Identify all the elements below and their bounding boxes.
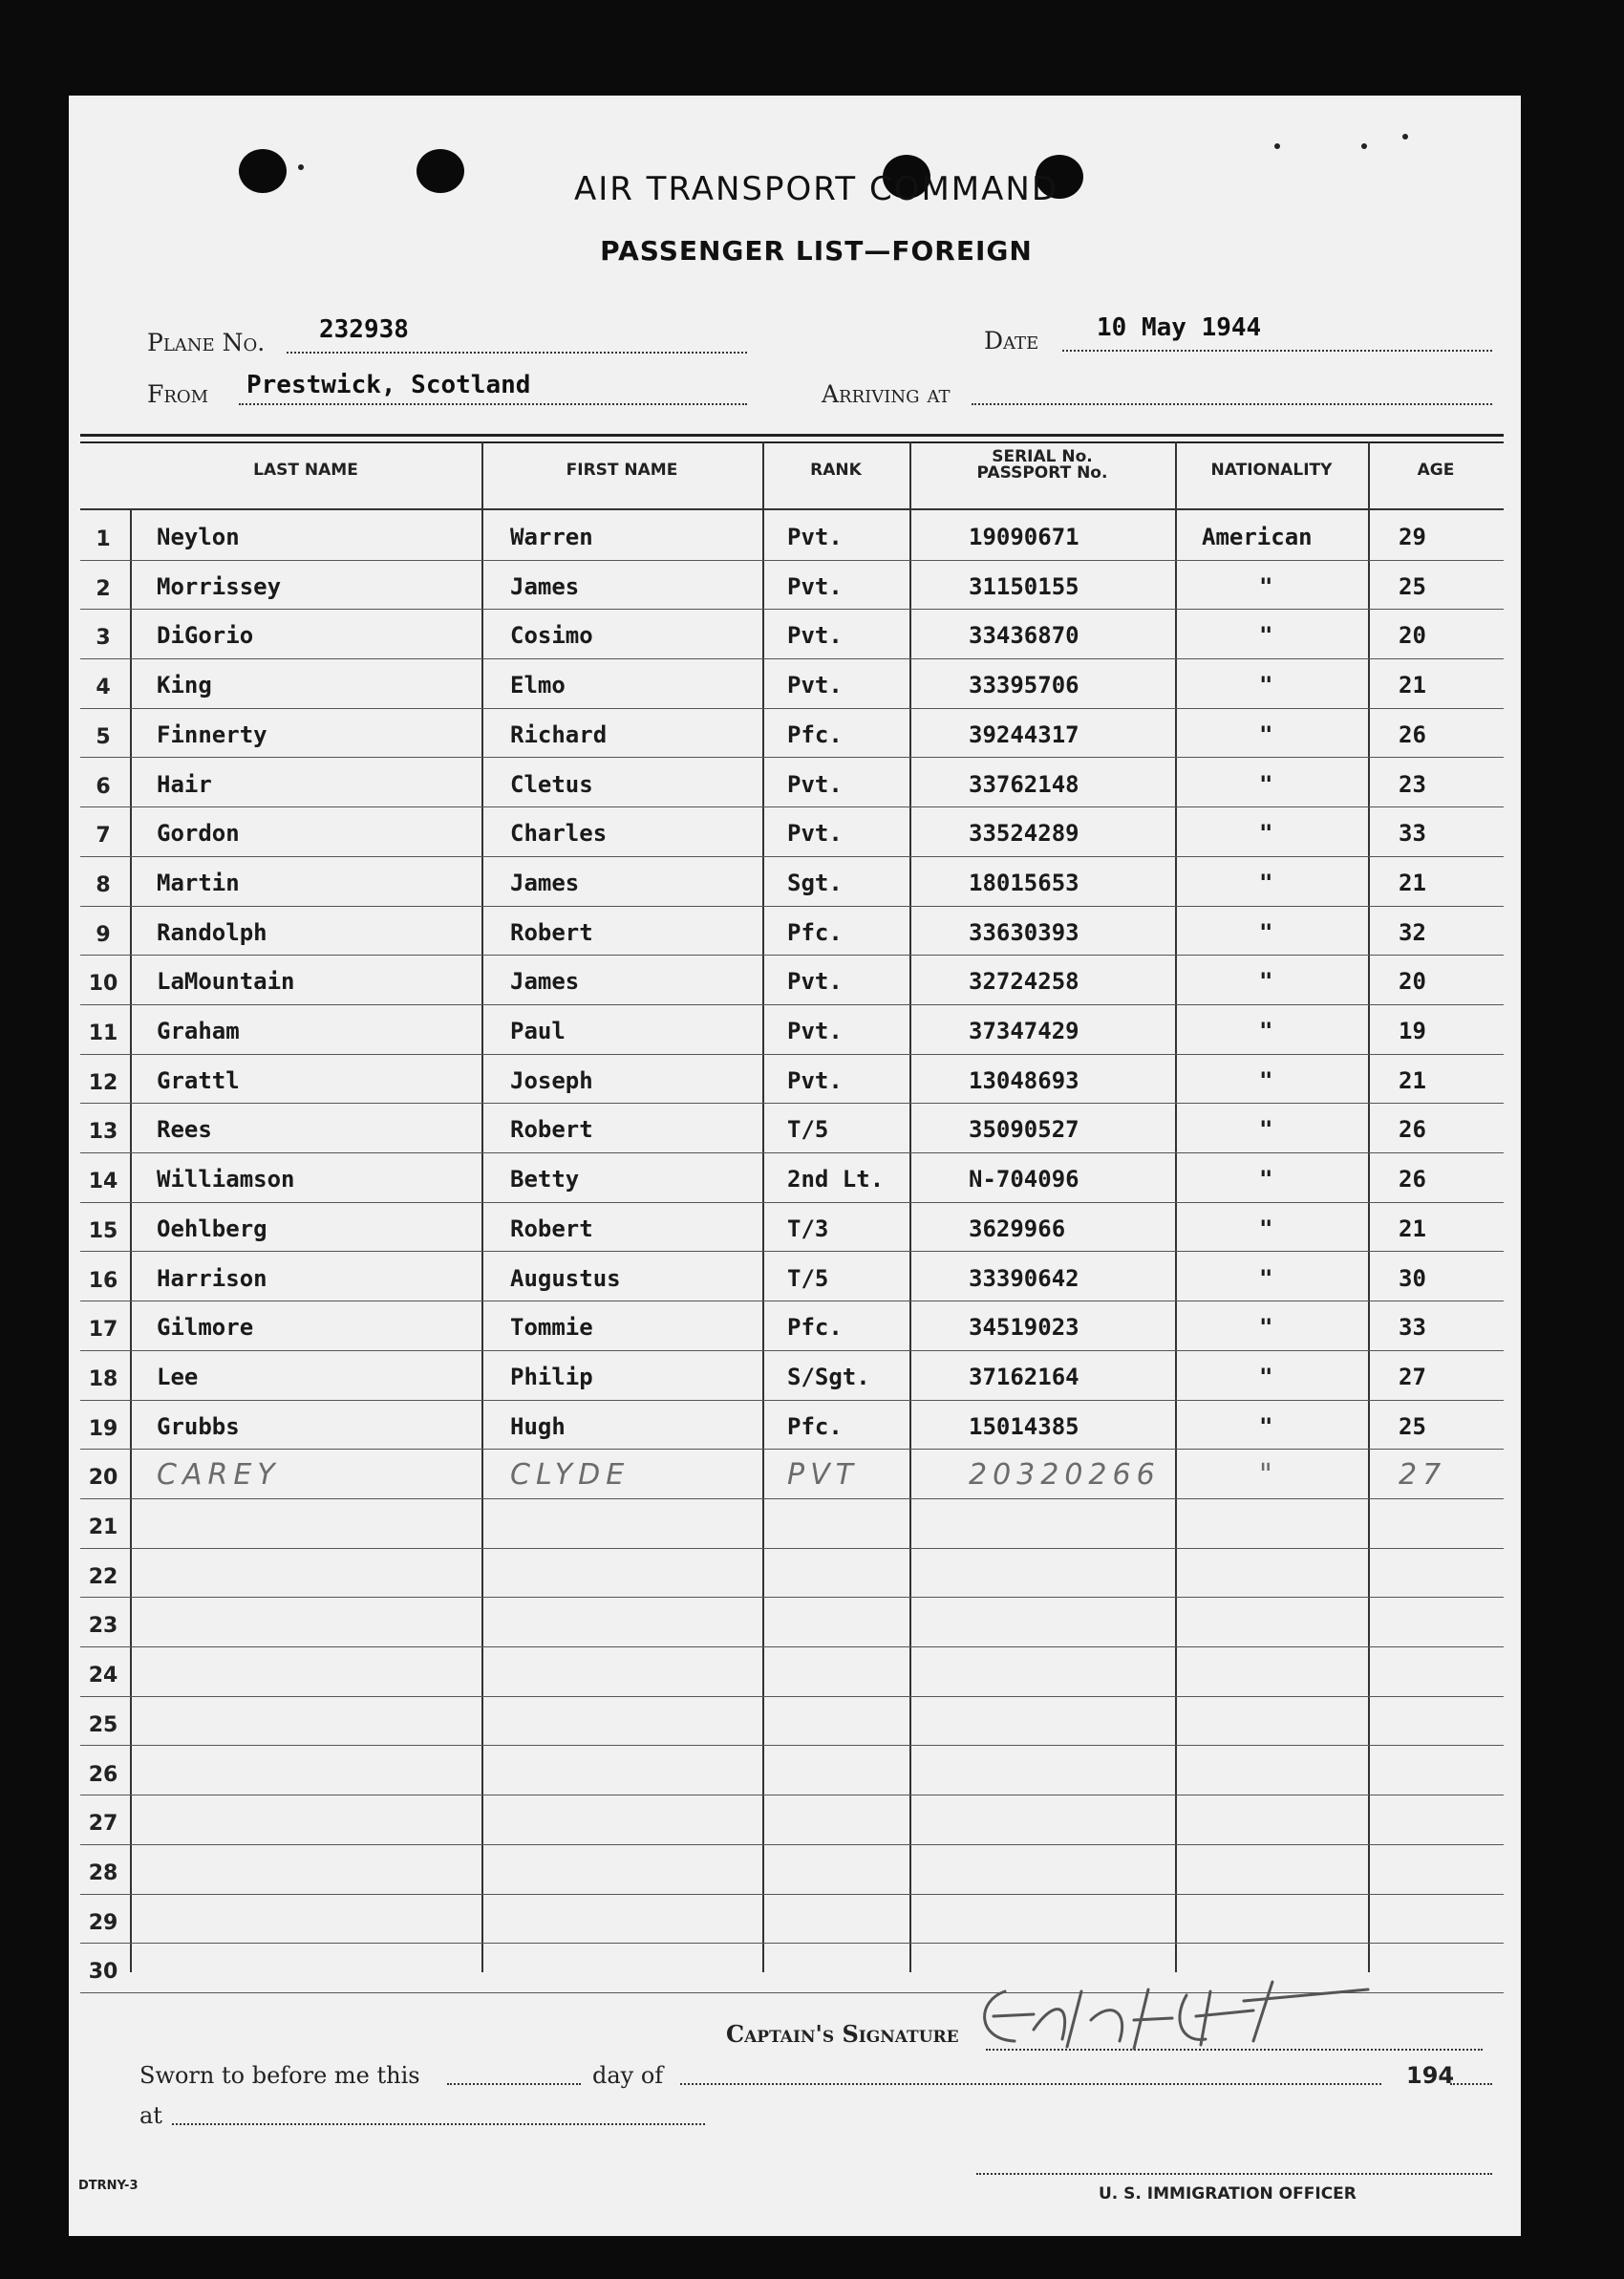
last-name-cell[interactable]: Hair — [157, 770, 212, 798]
serial-cell[interactable]: N-704096 — [969, 1166, 1079, 1193]
table-row — [80, 758, 1504, 808]
last-name-cell[interactable]: Martin — [157, 869, 240, 896]
nationality-cell[interactable]: " — [1259, 720, 1273, 748]
first-name-cell[interactable]: James — [510, 869, 580, 896]
rank-cell[interactable]: Pfc. — [787, 1412, 843, 1440]
table-row — [80, 1894, 1504, 1945]
table-row — [80, 1152, 1504, 1203]
immigration-officer-label: U. S. IMMIGRATION OFFICER — [1099, 2184, 1357, 2204]
from-value[interactable]: Prestwick, Scotland — [246, 371, 531, 399]
rank-cell[interactable]: Pvt. — [787, 820, 843, 848]
nationality-cell[interactable]: " — [1259, 1166, 1273, 1193]
serial-cell[interactable]: 33630393 — [969, 918, 1079, 946]
nationality-cell[interactable]: " — [1259, 1215, 1273, 1242]
row-number: 19 — [88, 1416, 118, 1441]
sworn-label: Sworn to before me this — [139, 2062, 420, 2089]
date-value[interactable]: 10 May 1944 — [1097, 313, 1262, 342]
serial-cell[interactable]: 15014385 — [969, 1412, 1079, 1440]
first-name-cell[interactable]: Cosimo — [510, 622, 593, 650]
age-cell[interactable]: 25 — [1399, 572, 1426, 600]
age-cell[interactable]: 19 — [1399, 1018, 1426, 1044]
rank-cell[interactable]: T/5 — [787, 1116, 829, 1144]
col-header-age: AGE — [1417, 461, 1455, 480]
serial-cell[interactable]: 35090527 — [969, 1116, 1079, 1144]
rank-cell[interactable]: PVT — [787, 1458, 859, 1493]
last-name-cell[interactable]: CAREY — [157, 1458, 281, 1493]
row-number: 16 — [88, 1268, 118, 1293]
age-cell[interactable]: 26 — [1399, 1116, 1426, 1144]
table-row — [80, 1696, 1504, 1747]
table-top-rule-inner — [80, 441, 1504, 443]
arriving-line — [972, 403, 1492, 405]
last-name-cell[interactable]: King — [157, 672, 212, 699]
first-name-cell[interactable]: Warren — [510, 524, 593, 550]
row-number: 3 — [96, 626, 111, 651]
captain-signature-label: Captain's Signature — [726, 2020, 959, 2048]
age-cell[interactable]: 26 — [1399, 720, 1426, 748]
serial-cell[interactable]: 33762148 — [969, 770, 1079, 798]
last-name-cell[interactable]: Neylon — [157, 524, 240, 550]
nationality-cell[interactable]: " — [1259, 1458, 1278, 1493]
col-header-serial — [909, 449, 1175, 482]
last-name-cell[interactable]: Grubbs — [157, 1412, 240, 1440]
col-header-first-name: FIRST NAME — [566, 461, 678, 480]
rank-cell[interactable]: Pvt. — [787, 524, 843, 550]
nationality-cell[interactable]: " — [1259, 968, 1273, 996]
last-name-cell[interactable]: Gilmore — [157, 1314, 254, 1342]
first-name-cell[interactable]: CLYDE — [510, 1458, 630, 1493]
row-number: 8 — [96, 872, 111, 897]
nationality-cell[interactable]: " — [1259, 770, 1273, 798]
serial-cell[interactable]: 39244317 — [969, 720, 1079, 748]
rank-cell[interactable]: S/Sgt. — [787, 1363, 870, 1390]
serial-cell[interactable]: 33395706 — [969, 672, 1079, 699]
age-cell[interactable]: 25 — [1399, 1412, 1426, 1440]
table-row — [80, 856, 1504, 907]
last-name-cell[interactable]: Williamson — [157, 1166, 295, 1193]
row-number: 27 — [88, 1812, 118, 1837]
nationality-cell[interactable]: " — [1259, 672, 1273, 699]
row-number: 29 — [88, 1910, 118, 1935]
row-number: 28 — [88, 1860, 118, 1885]
plane-value[interactable]: 232938 — [319, 315, 409, 344]
serial-cell[interactable]: 37347429 — [969, 1018, 1079, 1044]
table-row — [80, 1004, 1504, 1055]
serial-cell[interactable]: 19090671 — [969, 524, 1079, 550]
serial-cell[interactable]: 20320266 — [969, 1458, 1161, 1493]
row-number: 26 — [88, 1762, 118, 1787]
rank-cell[interactable]: Pvt. — [787, 572, 843, 600]
serial-cell[interactable]: 31150155 — [969, 572, 1079, 600]
table-row — [80, 1054, 1504, 1105]
table-row — [80, 1844, 1504, 1895]
table-row — [80, 1400, 1504, 1451]
rank-cell[interactable]: Pvt. — [787, 1018, 843, 1044]
row-number: 17 — [88, 1318, 118, 1343]
rank-cell[interactable]: Pvt. — [787, 622, 843, 650]
row-number: 25 — [88, 1712, 118, 1737]
first-name-cell[interactable]: Elmo — [510, 672, 566, 699]
age-cell[interactable]: 26 — [1399, 1166, 1426, 1193]
table-row — [80, 1498, 1504, 1549]
row-number: 13 — [88, 1120, 118, 1145]
from-line — [239, 403, 747, 405]
speck — [1402, 134, 1408, 140]
serial-cell[interactable]: 34519023 — [969, 1314, 1079, 1342]
plane-line — [287, 352, 747, 354]
last-name-cell[interactable]: DiGorio — [157, 622, 254, 650]
age-cell[interactable]: 20 — [1399, 968, 1426, 996]
col-header-last-name: LAST NAME — [253, 461, 358, 480]
row-number: 9 — [96, 922, 111, 947]
table-row — [80, 1252, 1504, 1302]
from-label: From — [147, 380, 209, 408]
rank-cell[interactable]: Pvt. — [787, 770, 843, 798]
form-subtitle: PASSENGER LIST—FOREIGN — [600, 235, 1033, 267]
serial-cell[interactable]: 33390642 — [969, 1264, 1079, 1292]
rank-cell[interactable]: T/3 — [787, 1215, 829, 1242]
serial-cell[interactable]: 18015653 — [969, 869, 1079, 896]
age-cell[interactable]: 21 — [1399, 1215, 1426, 1242]
serial-cell[interactable]: 33436870 — [969, 622, 1079, 650]
row-number: 2 — [96, 576, 111, 601]
first-name-cell[interactable]: Cletus — [510, 770, 593, 798]
rank-cell[interactable]: Pfc. — [787, 918, 843, 946]
table-row — [80, 806, 1504, 857]
table-row — [80, 1646, 1504, 1697]
row-number: 23 — [88, 1614, 118, 1639]
age-cell[interactable]: 32 — [1399, 918, 1426, 946]
speck — [1361, 143, 1367, 149]
first-name-cell[interactable]: Betty — [510, 1166, 580, 1193]
table-row — [80, 955, 1504, 1005]
table-row — [80, 708, 1504, 759]
plane-label: Plane No. — [147, 329, 266, 356]
sworn-month-line — [680, 2083, 1381, 2085]
nationality-cell[interactable]: American — [1202, 524, 1313, 550]
table-row — [80, 1597, 1504, 1647]
table-row — [80, 1202, 1504, 1253]
age-cell[interactable]: 27 — [1399, 1458, 1447, 1493]
row-number: 18 — [88, 1366, 118, 1391]
serial-cell[interactable]: 3629966 — [969, 1215, 1066, 1242]
form-title: AIR TRANSPORT COMMAND — [573, 170, 1059, 208]
nationality-cell[interactable]: " — [1259, 1116, 1273, 1144]
age-cell[interactable]: 33 — [1399, 1314, 1426, 1342]
last-name-cell[interactable]: Harrison — [157, 1264, 267, 1292]
nationality-cell[interactable]: " — [1259, 820, 1273, 848]
row-number: 20 — [88, 1466, 118, 1491]
nationality-cell[interactable]: " — [1259, 1412, 1273, 1440]
table-row — [80, 906, 1504, 957]
col-header-rank: RANK — [810, 461, 862, 480]
age-cell[interactable]: 33 — [1399, 820, 1426, 848]
year-line — [1450, 2083, 1492, 2085]
last-name-cell[interactable]: Rees — [157, 1116, 212, 1144]
nationality-cell[interactable]: " — [1259, 1314, 1273, 1342]
nationality-cell[interactable]: " — [1259, 1264, 1273, 1292]
first-name-cell[interactable]: Hugh — [510, 1412, 566, 1440]
rank-cell[interactable]: Pvt. — [787, 968, 843, 996]
officer-line — [976, 2173, 1492, 2175]
table-row — [80, 1301, 1504, 1351]
table-row — [80, 1795, 1504, 1845]
last-name-cell[interactable]: Randolph — [157, 918, 267, 946]
age-cell[interactable]: 21 — [1399, 672, 1426, 699]
last-name-cell[interactable]: Gordon — [157, 820, 240, 848]
rank-cell[interactable]: T/5 — [787, 1264, 829, 1292]
last-name-cell[interactable]: Finnerty — [157, 720, 267, 748]
age-cell[interactable]: 30 — [1399, 1264, 1426, 1292]
nationality-cell[interactable]: " — [1259, 1018, 1273, 1044]
serial-cell[interactable]: 32724258 — [969, 968, 1079, 996]
age-cell[interactable]: 21 — [1399, 1066, 1426, 1094]
row-number: 22 — [88, 1564, 118, 1589]
first-name-cell[interactable]: Richard — [510, 720, 608, 748]
nationality-cell[interactable]: " — [1259, 622, 1273, 650]
table-row — [80, 510, 1504, 561]
row-number: 10 — [88, 972, 118, 997]
first-name-cell[interactable]: Robert — [510, 918, 593, 946]
row-number: 30 — [88, 1960, 118, 1985]
table-row — [80, 658, 1504, 709]
arriving-label: Arriving at — [822, 380, 951, 408]
first-name-cell[interactable]: Tommie — [510, 1314, 593, 1342]
table-top-rule — [80, 434, 1504, 437]
serial-cell[interactable]: 13048693 — [969, 1066, 1079, 1094]
table-row — [80, 1943, 1504, 1993]
rank-cell[interactable]: Pvt. — [787, 1066, 843, 1094]
rank-cell[interactable]: Pvt. — [787, 672, 843, 699]
last-name-cell[interactable]: Morrissey — [157, 572, 282, 600]
serial-cell[interactable]: 33524289 — [969, 820, 1079, 848]
age-cell[interactable]: 21 — [1399, 869, 1426, 896]
first-name-cell[interactable]: Charles — [510, 820, 608, 848]
year-prefix: 194 — [1406, 2062, 1455, 2089]
rank-cell[interactable]: Sgt. — [787, 869, 843, 896]
nationality-cell[interactable]: " — [1259, 572, 1273, 600]
last-name-cell[interactable]: Oehlberg — [157, 1215, 267, 1242]
first-name-cell[interactable]: Robert — [510, 1215, 593, 1242]
table-row — [80, 560, 1504, 611]
first-name-cell[interactable]: Robert — [510, 1116, 593, 1144]
last-name-cell[interactable]: Lee — [157, 1363, 199, 1390]
day-of-label: day of — [592, 2062, 664, 2089]
form-code: DTRNY-3 — [78, 2179, 139, 2193]
first-name-cell[interactable]: James — [510, 968, 580, 996]
at-line — [172, 2123, 705, 2125]
last-name-cell[interactable]: Grattl — [157, 1066, 240, 1094]
table-row — [80, 1449, 1504, 1499]
date-label: Date — [984, 327, 1039, 355]
table-row — [80, 1350, 1504, 1401]
row-number: 24 — [88, 1664, 118, 1688]
row-number: 6 — [96, 774, 111, 799]
row-number: 15 — [88, 1218, 118, 1243]
age-cell[interactable]: 27 — [1399, 1363, 1426, 1390]
speck — [1274, 143, 1280, 149]
first-name-cell[interactable]: Augustus — [510, 1264, 621, 1292]
first-name-cell[interactable]: Philip — [510, 1363, 593, 1390]
nationality-cell[interactable]: " — [1259, 1066, 1273, 1094]
row-number: 21 — [88, 1516, 118, 1539]
last-name-cell[interactable]: LaMountain — [157, 968, 295, 996]
age-cell[interactable]: 29 — [1399, 524, 1426, 550]
row-number: 12 — [88, 1070, 118, 1095]
rank-cell[interactable]: 2nd Lt. — [787, 1166, 885, 1193]
first-name-cell[interactable]: Paul — [510, 1018, 566, 1044]
age-cell[interactable]: 20 — [1399, 622, 1426, 650]
date-line — [1062, 350, 1492, 352]
at-label: at — [139, 2102, 162, 2129]
col-header-serial-line1: SERIAL No. — [992, 447, 1093, 466]
last-name-cell[interactable]: Graham — [157, 1018, 240, 1044]
row-number: 14 — [88, 1170, 118, 1194]
table-row — [80, 609, 1504, 659]
rank-cell[interactable]: Pfc. — [787, 1314, 843, 1342]
rank-cell[interactable]: Pfc. — [787, 720, 843, 748]
passenger-table — [80, 434, 1504, 1985]
row-number: 4 — [96, 676, 111, 700]
nationality-cell[interactable]: " — [1259, 1363, 1273, 1390]
row-number: 11 — [88, 1021, 118, 1045]
row-number: 7 — [96, 824, 111, 849]
first-name-cell[interactable]: James — [510, 572, 580, 600]
sworn-day-line — [447, 2083, 581, 2085]
table-row — [80, 1548, 1504, 1599]
serial-cell[interactable]: 37162164 — [969, 1363, 1079, 1390]
table-row — [80, 1103, 1504, 1153]
age-cell[interactable]: 23 — [1399, 770, 1426, 798]
row-number: 5 — [96, 724, 111, 749]
col-header-serial-line2: PASSPORT No. — [976, 463, 1108, 483]
first-name-cell[interactable]: Joseph — [510, 1066, 593, 1094]
table-row — [80, 1746, 1504, 1796]
nationality-cell[interactable]: " — [1259, 869, 1273, 896]
col-header-nationality: NATIONALITY — [1210, 461, 1333, 480]
row-number: 1 — [96, 527, 111, 551]
nationality-cell[interactable]: " — [1259, 918, 1273, 946]
